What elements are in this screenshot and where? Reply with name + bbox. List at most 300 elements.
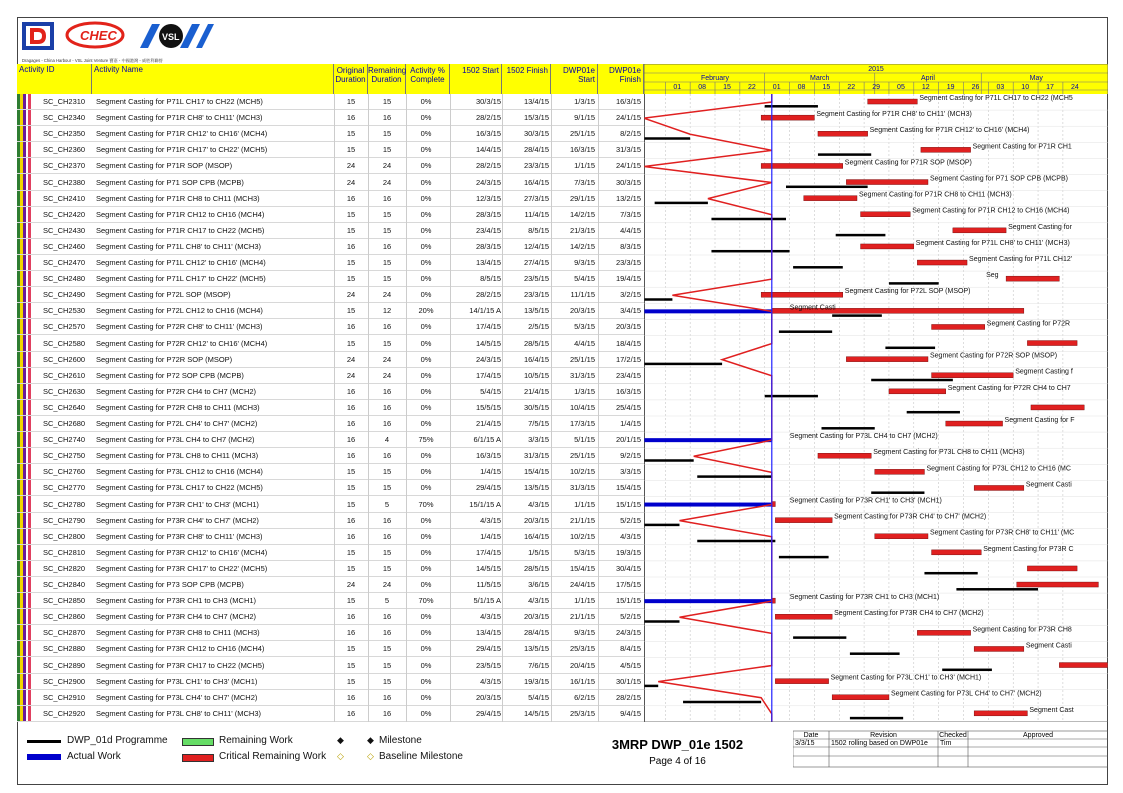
bar-label: Segment Casting for P71R CH1 — [972, 143, 1072, 151]
table-row[interactable] — [17, 303, 644, 319]
percent-complete-cell: 0% — [420, 290, 432, 300]
baseline-bar — [683, 701, 761, 704]
original-duration-cell: 15 — [346, 97, 356, 106]
baseline-bar — [697, 540, 775, 543]
legend-dwp-programme: DWP_01d Programme — [67, 735, 168, 746]
dwp-finish-cell: 3/4/15 — [620, 306, 641, 316]
remaining-duration-cell: 15 — [382, 676, 392, 686]
finish-cell: 23/5/15 — [523, 274, 549, 284]
dwp-finish-cell: 1/4/15 — [620, 419, 641, 428]
activity-id-cell: SC_CH2860 — [43, 612, 86, 622]
revision-header-checked: Checked — [939, 732, 967, 739]
month-label: February — [700, 75, 730, 82]
baseline-bar — [644, 459, 694, 462]
start-cell: 6/1/15 A — [473, 435, 501, 445]
bar-label: Segment Casting for P72R CH4 to CH7 — [947, 384, 1071, 392]
actual-work-bar — [644, 309, 772, 313]
start-cell: 5/1/15 A — [473, 596, 501, 606]
start-cell: 24/3/15 — [475, 177, 501, 187]
remaining-duration-cell: 16 — [382, 612, 392, 622]
legend-swatch-dwp — [27, 740, 61, 743]
critical-remaining-bar — [917, 630, 970, 635]
activity-id-cell: SC_CH2630 — [43, 386, 86, 396]
start-cell: 29/4/15 — [475, 483, 501, 493]
activity-id-cell: SC_CH2820 — [43, 563, 86, 573]
remaining-duration-cell: 4 — [384, 435, 390, 445]
baseline-bar — [655, 202, 708, 205]
critical-remaining-bar — [818, 131, 868, 136]
table-row[interactable] — [17, 529, 644, 545]
remaining-duration-cell: 15 — [382, 225, 392, 235]
remaining-duration-cell: 15 — [382, 483, 392, 493]
week-label: 22 — [747, 84, 756, 91]
activity-name-cell: Segment Casting for P73L CH1' to CH3' (MCH1) — [96, 676, 258, 686]
start-cell: 21/4/15 — [475, 419, 501, 428]
finish-cell: 23/3/15 — [523, 161, 549, 171]
legend-swatch-critical — [182, 754, 214, 762]
actual-work-bar — [644, 599, 772, 603]
col-divider — [551, 94, 552, 722]
start-cell: 4/3/15 — [480, 515, 501, 525]
activity-name-cell: Segment Casting for P71L CH8' to CH11' (MCH3) — [96, 241, 262, 251]
dwp-start-cell: 17/3/15 — [569, 419, 595, 428]
start-cell: 29/4/15 — [475, 708, 501, 718]
original-duration-cell: 16 — [346, 241, 356, 251]
table-row[interactable] — [17, 223, 644, 239]
dwp-start-cell: 20/4/15 — [569, 660, 595, 670]
vsl-logo — [140, 24, 214, 48]
start-cell: 28/2/15 — [475, 113, 501, 123]
finish-cell: 8/5/15 — [528, 225, 549, 235]
start-cell: 15/5/15 — [475, 402, 501, 412]
table-row[interactable] — [17, 497, 644, 513]
baseline-bar — [765, 105, 818, 108]
bar-label: Segment Casting for P73R C — [983, 545, 1074, 553]
dwp-finish-cell: 13/2/15 — [615, 193, 641, 203]
table-row[interactable] — [17, 609, 644, 625]
bar-label: Segment Casting for P71L CH12' — [969, 256, 1073, 263]
bar-label: Segment Casting for P71R CH12' to CH16' (MCH4) — [869, 127, 1030, 135]
baseline-bar — [711, 218, 786, 221]
table-row[interactable] — [17, 368, 644, 384]
table-row[interactable] — [17, 158, 644, 174]
dwp-start-cell: 10/2/15 — [569, 467, 595, 477]
start-cell: 23/4/15 — [475, 225, 501, 235]
baseline-bar — [942, 669, 992, 672]
remaining-duration-cell: 16 — [382, 241, 392, 251]
percent-complete-cell: 0% — [420, 467, 432, 477]
finish-cell: 12/4/15 — [523, 241, 549, 251]
header-dwp-finish[interactable]: DWP01e Finish — [598, 64, 644, 94]
baseline-bar — [871, 379, 953, 382]
chec-logo-text: CHEC — [80, 28, 117, 43]
original-duration-cell: 16 — [346, 708, 356, 718]
finish-cell: 13/5/15 — [523, 306, 549, 316]
original-duration-cell: 24 — [346, 290, 356, 300]
dwp-finish-cell: 5/2/15 — [620, 612, 641, 622]
remaining-duration-cell: 15 — [382, 274, 392, 284]
activity-name-cell: Segment Casting for P71R CH17 to CH22 (MCH5) — [96, 225, 265, 235]
table-row[interactable] — [17, 207, 644, 223]
original-duration-cell: 16 — [346, 322, 356, 332]
original-duration-cell: 16 — [346, 612, 356, 622]
finish-cell: 7/6/15 — [528, 660, 549, 670]
table-row[interactable] — [17, 175, 644, 191]
table-row[interactable] — [17, 625, 644, 641]
activity-id-cell: SC_CH2530 — [43, 306, 86, 316]
table-row[interactable] — [17, 352, 644, 368]
dwp-finish-cell: 3/2/15 — [620, 290, 641, 300]
original-duration-cell: 15 — [346, 129, 356, 139]
start-cell: 20/3/15 — [475, 692, 501, 702]
activity-id-cell: SC_CH2490 — [43, 290, 86, 300]
bar-label: Segment Casting for P71R SOP (MSOP) — [844, 159, 972, 167]
percent-complete-cell: 70% — [418, 596, 434, 606]
finish-cell: 7/5/15 — [528, 419, 549, 428]
critical-remaining-bar — [917, 260, 967, 265]
dwp-start-cell: 14/2/15 — [569, 209, 595, 219]
critical-remaining-bar — [974, 485, 1024, 490]
week-label: 12 — [921, 84, 930, 91]
dwp-start-cell: 1/3/15 — [574, 386, 595, 396]
dwp-start-cell: 21/3/15 — [569, 225, 595, 235]
header-activity-name[interactable]: Activity Name — [92, 64, 334, 94]
activity-id-cell: SC_CH2890 — [43, 660, 86, 670]
week-label: 19 — [946, 84, 955, 91]
remaining-duration-cell: 15 — [382, 644, 392, 654]
finish-cell: 14/5/15 — [523, 708, 549, 718]
dwp-start-cell: 29/1/15 — [569, 193, 595, 203]
critical-remaining-bar — [1031, 405, 1084, 410]
percent-complete-cell: 0% — [420, 129, 432, 139]
table-row[interactable] — [17, 126, 644, 142]
dwp-finish-cell: 24/3/15 — [615, 628, 641, 638]
remaining-duration-cell: 16 — [382, 515, 392, 525]
original-duration-cell: 15 — [346, 547, 356, 557]
table-row[interactable] — [17, 142, 644, 158]
revision-header-date: Date — [803, 732, 819, 739]
start-cell: 14/1/15 A — [469, 306, 501, 316]
activity-id-cell: SC_CH2460 — [43, 241, 86, 251]
critical-remaining-bar — [775, 679, 828, 684]
critical-remaining-bar — [775, 518, 832, 523]
critical-remaining-bar — [932, 324, 985, 329]
activity-name-cell: Segment Casting for P73R CH12' to CH16' (MCH4) — [96, 547, 268, 557]
bar-label: Segment Casting for P73L CH8 to CH11 (MCH3) — [873, 449, 1025, 457]
dwp-start-cell: 6/2/15 — [574, 692, 595, 702]
dwp-start-cell: 20/3/15 — [569, 306, 595, 316]
dwp-finish-cell: 15/4/15 — [615, 483, 641, 493]
original-duration-cell: 15 — [346, 596, 356, 606]
percent-complete-cell: 20% — [418, 306, 434, 316]
finish-cell: 31/3/15 — [523, 451, 549, 461]
table-row[interactable] — [17, 561, 644, 577]
header-start[interactable]: 1502 Start — [450, 64, 502, 94]
table-row[interactable] — [17, 593, 644, 609]
critical-remaining-bar — [921, 147, 971, 152]
table-row[interactable] — [17, 416, 644, 432]
start-cell: 17/4/15 — [475, 547, 501, 557]
critical-remaining-bar — [868, 99, 918, 104]
month-label: May — [1029, 75, 1043, 82]
dwp-finish-cell: 7/3/15 — [620, 209, 641, 219]
dwp-finish-cell: 8/4/15 — [620, 644, 641, 654]
bar-label: Seg — [986, 272, 999, 280]
week-label: 05 — [897, 84, 905, 91]
dwp-start-cell: 25/1/15 — [569, 129, 595, 139]
remaining-duration-cell: 15 — [382, 467, 392, 477]
activity-name-cell: Segment Casting for P71R CH12' to CH16' (MCH4) — [96, 129, 268, 139]
dwp-finish-cell: 5/2/15 — [620, 515, 641, 525]
original-duration-cell: 16 — [346, 402, 356, 412]
original-duration-cell: 24 — [346, 580, 356, 589]
critical-remaining-bar — [832, 695, 889, 700]
dwp-start-cell: 1/1/15 — [574, 596, 595, 606]
activity-name-cell: Segment Casting for P73L CH4 to CH7 (MCH2) — [96, 435, 255, 445]
baseline-milestone-icon: ◇ — [337, 751, 344, 761]
start-cell: 15/1/15 A — [469, 499, 501, 509]
table-row[interactable] — [17, 400, 644, 416]
activity-id-cell: SC_CH2310 — [43, 97, 86, 106]
original-duration-cell: 15 — [346, 644, 356, 654]
bar-label: Segment Casting for P73R CH1 to CH3 (MCH1) — [789, 594, 940, 602]
table-row[interactable] — [17, 191, 644, 207]
col-divider — [450, 94, 451, 722]
revision-description: 1502 rolling based on DWP01e — [831, 740, 928, 747]
original-duration-cell: 16 — [346, 628, 356, 638]
finish-cell: 28/5/15 — [523, 563, 549, 573]
activity-id-cell: SC_CH2740 — [43, 435, 86, 445]
bar-label: Segment Casting for P72R SOP (MSOP) — [930, 352, 1058, 360]
remaining-duration-cell: 16 — [382, 322, 392, 332]
activity-name-cell: Segment Casting for P72 SOP CPB (MCPB) — [96, 370, 244, 380]
activity-table — [17, 94, 644, 722]
dwp-start-cell: 1/1/15 — [574, 161, 595, 171]
baseline-bar — [836, 234, 886, 237]
remaining-duration-cell: 5 — [384, 499, 390, 509]
critical-remaining-bar — [932, 373, 1014, 378]
baseline-bar — [793, 636, 846, 639]
baseline-milestone-icon: ◇ — [367, 751, 374, 761]
actual-work-bar — [644, 503, 772, 507]
dwp-start-cell: 5/4/15 — [574, 274, 595, 284]
baseline-bar — [644, 137, 690, 140]
start-cell: 1/4/15 — [480, 531, 501, 541]
header-original-duration[interactable]: Original Duration — [334, 64, 368, 94]
original-duration-cell: 15 — [346, 563, 356, 573]
baseline-bar — [644, 620, 680, 623]
table-row[interactable] — [17, 690, 644, 706]
original-duration-cell: 15 — [346, 676, 356, 686]
activity-id-cell: SC_CH2480 — [43, 274, 86, 284]
header-finish[interactable]: 1502 Finish — [502, 64, 551, 94]
activity-id-cell: SC_CH2760 — [43, 467, 86, 477]
original-duration-cell: 16 — [346, 113, 356, 123]
remaining-duration-cell: 24 — [382, 177, 392, 187]
dwp-finish-cell: 8/2/15 — [620, 129, 641, 139]
dragages-logo — [22, 22, 54, 50]
bar-label: Segment Casting for P73R CH4 to CH7 (MCH2) — [834, 610, 984, 618]
start-cell: 8/5/15 — [480, 274, 501, 284]
table-row[interactable] — [17, 641, 644, 657]
month-label: April — [920, 75, 936, 82]
finish-cell: 13/4/15 — [523, 97, 549, 106]
original-duration-cell: 15 — [346, 225, 356, 235]
bar-label: Segment Casti — [1025, 642, 1072, 650]
activity-name-cell: Segment Casting for P73R CH1 to CH3 (MCH1) — [96, 596, 257, 606]
table-row[interactable] — [17, 658, 644, 674]
start-cell: 23/5/15 — [475, 660, 501, 670]
revision-header-revision: Revision — [870, 732, 897, 739]
legend-swatch-remaining — [182, 738, 214, 746]
table-row[interactable] — [17, 480, 644, 496]
dwp-start-cell: 5/1/15 — [574, 435, 595, 445]
table-row[interactable] — [17, 110, 644, 126]
dwp-finish-cell: 20/3/15 — [615, 322, 641, 332]
dwp-finish-cell: 30/4/15 — [615, 563, 641, 573]
dwp-start-cell: 11/1/15 — [570, 290, 595, 300]
document-title: 3MRP DWP_01e 1502 — [611, 737, 744, 752]
finish-cell: 27/3/15 — [523, 193, 549, 203]
percent-complete-cell: 0% — [420, 193, 432, 203]
table-row[interactable] — [17, 239, 644, 255]
table-row[interactable] — [17, 432, 644, 448]
finish-cell: 16/4/15 — [523, 177, 549, 187]
baseline-bar — [644, 524, 680, 527]
header-dwp-start[interactable]: DWP01e Start — [551, 64, 598, 94]
dwp-finish-cell: 18/4/15 — [615, 338, 641, 348]
finish-cell: 20/3/15 — [523, 612, 549, 622]
dwp-start-cell: 1/3/15 — [574, 97, 595, 106]
table-row[interactable] — [17, 336, 644, 352]
week-label: 22 — [847, 84, 856, 91]
table-row[interactable] — [17, 384, 644, 400]
table-row[interactable] — [17, 94, 644, 110]
start-cell: 16/3/15 — [475, 451, 501, 461]
dwp-start-cell: 25/1/15 — [569, 451, 595, 461]
activity-name-cell: Segment Casting for P73R CH1' to CH3' (MCH1) — [96, 499, 259, 509]
remaining-duration-cell: 16 — [382, 451, 392, 461]
baseline-bar — [697, 475, 772, 478]
remaining-duration-cell: 24 — [382, 161, 392, 171]
week-label: 15 — [822, 84, 831, 91]
original-duration-cell: 24 — [346, 177, 356, 187]
baseline-bar — [832, 314, 882, 317]
col-divider — [502, 94, 503, 722]
dwp-start-cell: 25/3/15 — [569, 708, 595, 718]
percent-complete-cell: 0% — [420, 113, 432, 123]
finish-cell: 1/5/15 — [528, 547, 549, 557]
critical-remaining-bar — [861, 212, 911, 217]
dwp-finish-cell: 31/3/15 — [615, 145, 641, 155]
start-cell: 14/4/15 — [475, 145, 501, 155]
remaining-duration-cell: 16 — [382, 531, 392, 541]
baseline-bar — [850, 717, 903, 720]
legend-milestone: Milestone — [379, 735, 422, 746]
activity-name-cell: Segment Casting for P73R CH8' to CH11' (MCH3) — [96, 531, 263, 541]
table-row[interactable] — [17, 674, 644, 690]
header-activity-pct[interactable]: Activity % Complete — [406, 64, 450, 94]
dwp-finish-cell: 16/3/15 — [615, 386, 641, 396]
dwp-finish-cell: 30/1/15 — [615, 676, 641, 686]
percent-complete-cell: 0% — [420, 225, 432, 235]
table-row[interactable] — [17, 448, 644, 464]
baseline-bar — [779, 330, 832, 333]
activity-id-cell: SC_CH2410 — [43, 193, 86, 203]
critical-remaining-bar — [875, 469, 925, 474]
dwp-start-cell: 5/3/15 — [574, 322, 595, 332]
remaining-duration-cell: 16 — [382, 193, 392, 203]
finish-cell: 23/3/15 — [523, 290, 549, 300]
percent-complete-cell: 0% — [420, 692, 432, 702]
table-row[interactable] — [17, 545, 644, 561]
dwp-finish-cell: 19/3/15 — [615, 547, 641, 557]
company-logos — [20, 20, 220, 66]
activity-id-cell: SC_CH2600 — [43, 354, 86, 364]
percent-complete-cell: 0% — [420, 483, 432, 493]
table-row[interactable] — [17, 319, 644, 335]
bar-label: Segment Casting for P72L SOP (MSOP) — [844, 288, 971, 296]
activity-id-cell: SC_CH2360 — [43, 145, 86, 155]
activity-id-cell: SC_CH2680 — [43, 419, 86, 428]
activity-id-cell: SC_CH2870 — [43, 628, 86, 638]
original-duration-cell: 15 — [346, 483, 356, 493]
percent-complete-cell: 0% — [420, 676, 432, 686]
activity-name-cell: Segment Casting for P71L CH17' to CH22' (MCH5) — [96, 274, 266, 284]
activity-name-cell: Segment Casting for P71L CH17 to CH22 (MCH5) — [96, 97, 263, 106]
table-row[interactable] — [17, 577, 644, 593]
table-row[interactable] — [17, 706, 644, 722]
activity-id-cell: SC_CH2790 — [43, 515, 86, 525]
dwp-finish-cell: 30/3/15 — [615, 177, 641, 187]
activity-id-cell: SC_CH2750 — [43, 451, 86, 461]
table-row[interactable] — [17, 287, 644, 303]
start-cell: 28/3/15 — [475, 209, 501, 219]
bar-label: Segment Casting for F — [1004, 417, 1075, 424]
header-remaining-duration[interactable]: Remaining Duration — [368, 64, 406, 94]
percent-complete-cell: 0% — [420, 402, 432, 412]
chec-logo — [67, 23, 123, 47]
remaining-duration-cell: 16 — [382, 113, 392, 123]
bar-label: Segment Casting for P71 SOP CPB (MCPB) — [930, 175, 1068, 183]
remaining-duration-cell: 16 — [382, 692, 392, 702]
percent-complete-cell: 0% — [420, 177, 432, 187]
critical-remaining-bar — [974, 711, 1027, 716]
bar-label: Segment Casting for P71L CH17 to CH22 (MCH5 — [919, 95, 1073, 102]
start-cell: 13/4/15 — [475, 258, 501, 267]
original-duration-cell: 15 — [346, 338, 356, 348]
critical-remaining-bar — [889, 389, 946, 394]
finish-cell: 13/5/15 — [523, 483, 549, 493]
activity-name-cell: Segment Casting for P73R CH4 to CH7 (MCH2) — [96, 612, 257, 622]
legend-remaining-work: Remaining Work — [219, 735, 293, 746]
header-activity-id[interactable]: Activity ID — [17, 64, 92, 94]
activity-name-cell: Segment Casting for P71R SOP (MSOP) — [96, 161, 233, 171]
percent-complete-cell: 0% — [420, 708, 432, 718]
table-row[interactable] — [17, 271, 644, 287]
remaining-duration-cell: 24 — [382, 290, 392, 300]
dwp-start-cell: 14/2/15 — [569, 241, 595, 251]
table-row[interactable] — [17, 513, 644, 529]
table-row[interactable] — [17, 464, 644, 480]
start-cell: 13/4/15 — [475, 628, 501, 638]
table-row[interactable] — [17, 255, 644, 271]
original-duration-cell: 16 — [346, 386, 356, 396]
dwp-finish-cell: 19/4/15 — [615, 274, 641, 284]
activity-name-cell: Segment Casting for P72R CH8' to CH11' (MCH3) — [96, 322, 263, 332]
percent-complete-cell: 0% — [420, 386, 432, 396]
activity-id-cell: SC_CH2380 — [43, 177, 86, 187]
